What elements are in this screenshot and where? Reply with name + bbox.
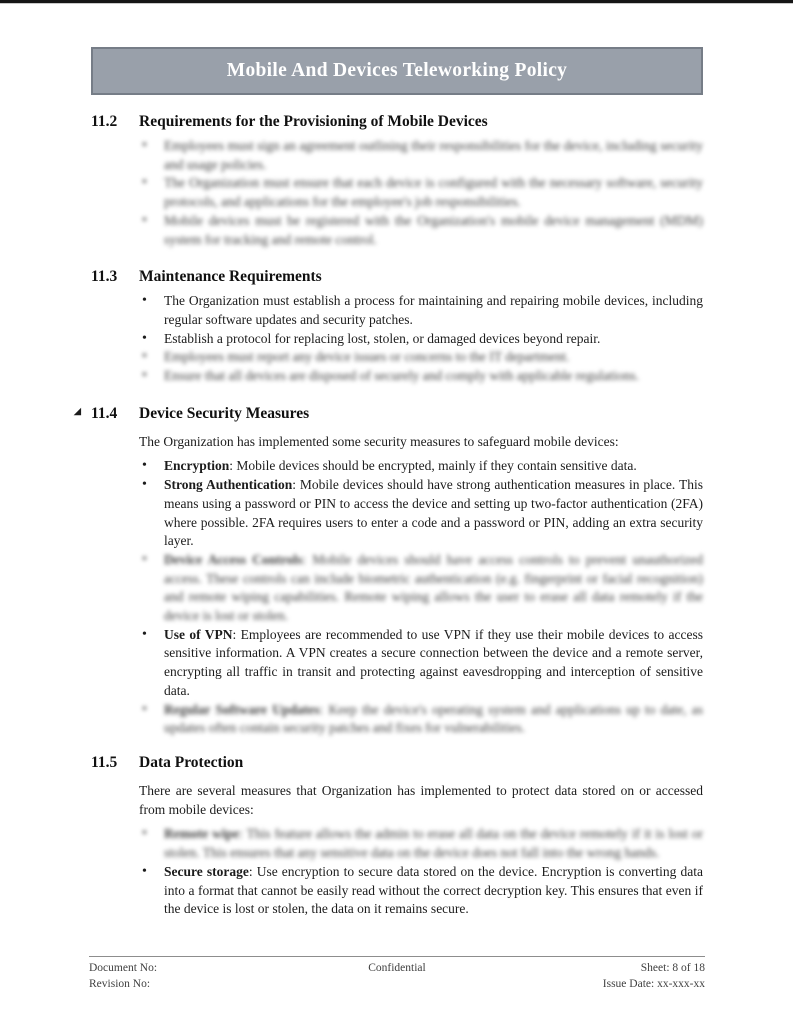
bullet-item [139, 137, 703, 174]
bullet-list [139, 825, 703, 919]
issue-date: Issue Date: xx-xxx-xx [602, 977, 705, 990]
bullet-text: Employees must sign an agreement outlining their responsibilities for the device, including security and usage policies. [164, 138, 703, 172]
section-body [139, 782, 703, 919]
bullet-item [139, 825, 703, 862]
section-body [139, 137, 703, 249]
bullet-text: : Keep the device's operating system and applications up to date, as updates often contain security patches and fixes for vulnerabilities. [164, 701, 703, 736]
bullet-text: : Mobile devices should have access controls to prevent unauthorized access. These controls can include biometric authentication (e.g. fingerprint or facial recognition) and remote wiping capabilities. Remote wiping allows the user to erase all data remotely if the device is lost or stolen. [164, 551, 704, 624]
bullet-lead: Regular Software Updates [164, 701, 320, 717]
bullet-item [139, 212, 703, 249]
bullet-text: Establish a protocol for replacing lost, stolen, or damaged devices beyond repair. [164, 330, 601, 346]
bullet-item [139, 174, 703, 211]
bullet-item [139, 476, 703, 551]
section-11-4 [74, 404, 704, 738]
bullet-lead: Remote wipe [164, 826, 240, 842]
bullet-text: The Organization must establish a process for maintaining and repairing mobile devices, including regular software updates and security patches. [164, 293, 703, 327]
sheet-number: Sheet: 8 of 18 [640, 962, 705, 974]
footer-right [500, 961, 705, 992]
section-number: 11.3 [91, 268, 118, 286]
section-number: 11.2 [91, 113, 118, 130]
section-heading [91, 753, 703, 772]
footer-left [89, 961, 294, 992]
section-title: Device Security Measures [139, 404, 310, 422]
bullet-text: Employees must report any device issues or concerns to the IT department. [164, 349, 570, 365]
bullet-item [139, 292, 703, 329]
section-intro: There are several measures that Organization has implemented to protect data stored on or accessed from mobile devices: [139, 782, 703, 817]
section-11-5 [91, 753, 703, 919]
section-number: 11.5 [91, 753, 118, 771]
revision-no-label: Revision No: [89, 977, 151, 990]
bullet-lead: Secure storage [164, 863, 249, 879]
document-no-label: Document No: [89, 962, 158, 974]
bullet-lead: Encryption [164, 458, 230, 474]
bullet-text: : Mobile devices should be encrypted, mainly if they contain sensitive data. [229, 458, 637, 474]
bullet-text: Mobile devices must be registered with the Organization's mobile device management (MDM) system for tracking and remote control. [164, 212, 703, 247]
bullet-text: : Mobile devices should have strong authentication measures in place. This means using a password or PIN to access the device and setting up two-factor authentication (2FA) where possible. 2FA requires users to enter a code and a password or PIN, adding an extra security layer. [164, 477, 703, 549]
bullet-text: : Use encryption to secure data stored on the device. Encryption is converting data into a format that cannot be easily read without the correct decryption key. This ensures that even if the device is lost or stolen, the data on it remains secure. [164, 863, 703, 917]
bullet-item [139, 348, 703, 367]
bullet-list [139, 137, 703, 249]
title-banner [91, 47, 703, 95]
bullet-text: The Organization must ensure that each device is configured with the necessary software, security protocols, and applications for the employee's job responsibilities. [164, 175, 703, 210]
bullet-text: : This feature allows the admin to erase all data on the device remotely if it is lost or stolen. This ensures that any sensitive data on the device does not fall into the wrong hands. [164, 826, 703, 861]
section-heading [91, 112, 703, 131]
section-body [139, 292, 703, 386]
page-footer [89, 956, 705, 992]
bullet-item [139, 626, 703, 701]
section-title: Maintenance Requirements [139, 268, 322, 286]
bullet-lead: Use of VPN [164, 626, 233, 642]
section-title: Data Protection [139, 753, 244, 771]
section-heading [74, 404, 703, 423]
bullet-lead: Strong Authentication [164, 477, 293, 493]
section-intro: The Organization has implemented some security measures to safeguard mobile devices: [139, 433, 619, 449]
bullet-list [139, 457, 703, 738]
section-11-3 [91, 267, 703, 386]
section-body [139, 433, 703, 738]
bullet-lead: Device Access Controls [164, 551, 303, 567]
section-title: Requirements for the Provisioning of Mobile Devices [139, 113, 488, 130]
bullet-text: : Employees are recommended to use VPN if they use their mobile devices to access sensitive information. A VPN creates a secure connection between the device and a remote server, encrypting all traffic in transit and protecting against eavesdropping and interception of sensitive data. [164, 626, 703, 698]
bullet-item [139, 863, 703, 919]
document-title: Mobile And Devices Teleworking Policy [226, 60, 568, 81]
section-heading [91, 267, 703, 286]
confidential-label: Confidential [368, 962, 426, 974]
page-content [74, 47, 704, 919]
bullet-item [139, 367, 703, 386]
footer-center [294, 961, 499, 992]
bullet-item [139, 701, 703, 738]
bullet-list [139, 292, 703, 386]
section-11-2 [91, 112, 703, 249]
heading-collapse-triangle-icon[interactable]: ◢ [74, 405, 81, 416]
window-top-edge [0, 0, 793, 4]
bullet-item [139, 457, 703, 476]
bullet-item [139, 330, 703, 349]
section-number: 11.4 [91, 404, 118, 422]
bullet-text: Ensure that all devices are disposed of securely and comply with applicable regulations. [164, 368, 639, 384]
bullet-item [139, 551, 703, 626]
